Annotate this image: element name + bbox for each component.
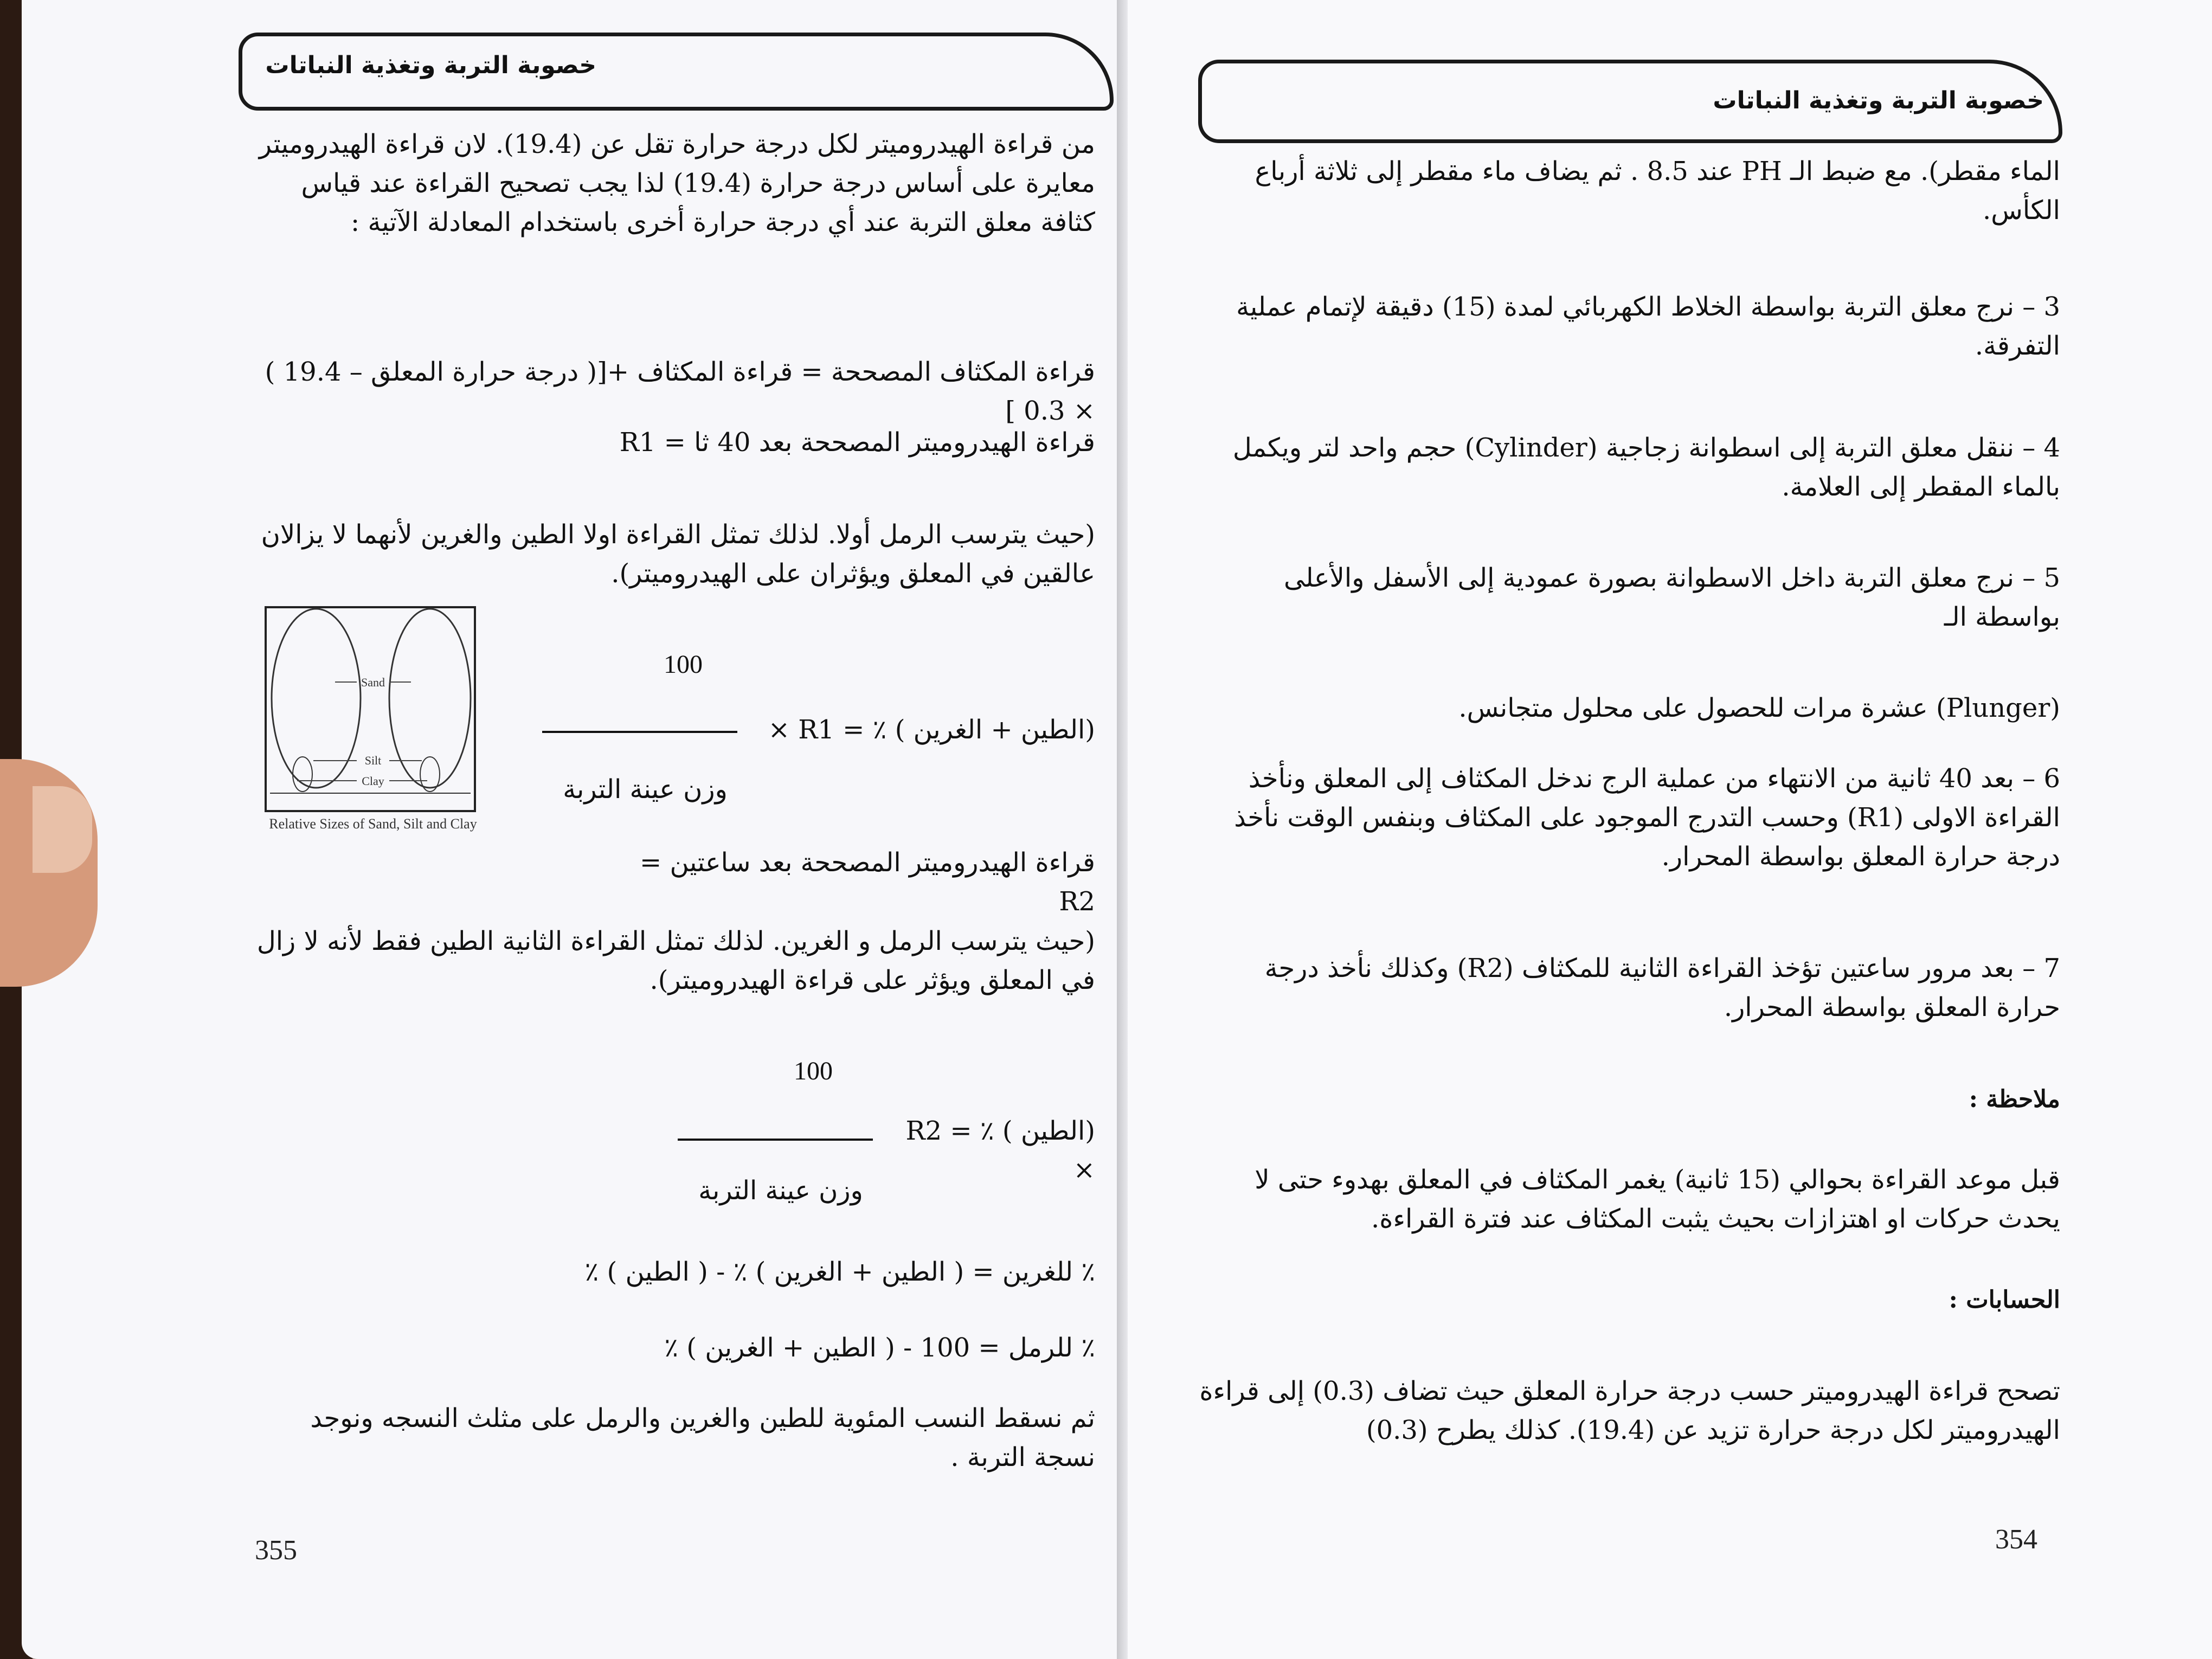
formula-2-lhs: (الطين ) ٪ = R2 × — [905, 1116, 1095, 1185]
left-paragraph-3: (حيث يترسب الرمل و الغرين. لذلك تمثل القراءة الثانية الطين فقط لأنه لا زال في المعلق ويؤثر على قراءة الهيدروميتر). — [256, 926, 1095, 995]
formula-1-fraction-line — [542, 731, 737, 733]
right-step-7: 7 – بعد مرور ساعتين تؤخذ القراءة الثانية للمكثاف (R2) وكذلك نأخذ درجة حرارة المعلق بواسطة المحرار. — [1264, 953, 2060, 1023]
formula-1-lhs: (الطين + الغرين ) ٪ = R1 × — [768, 715, 1095, 745]
calculations-title: الحسابات : — [1949, 1286, 2060, 1314]
left-page-number: 355 — [255, 1535, 297, 1566]
left-paragraph-2: (حيث يترسب الرمل أولا. لذلك تمثل القراءة اولا الطين والغرين لأنهما لا يزالان عالقين في المعلق ويؤثران على الهيدروميتر). — [261, 519, 1095, 589]
right-step-6: 6 – بعد 40 ثانية من الانتهاء من عملية الرج ندخل المكثاف إلى المعلق ونأخذ القراءة الاولى (R1) وحسب التدرج الموجود على المكثاف وبنفس الوقت نأخذ درجة حرارة المعلق بواسطة المحرار. — [1234, 763, 2060, 872]
silt-particle-right — [420, 757, 440, 792]
diagram-caption: Relative Sizes of Sand, Silt and Clay — [269, 816, 477, 832]
formula-2-numerator: 100 — [794, 1057, 833, 1085]
left-paragraph-1: من قراءة الهيدروميتر لكل درجة حرارة تقل عن (19.4). لان قراءة الهيدروميتر معايرة على أساس درجة حرارة (19.4) لذا يجب تصحيح القراءة عند قياس كثافة معلق التربة عند أي درجة حرارة أخرى باستخدام المعادلة الآتية : — [259, 129, 1095, 237]
left-equation-sand: ٪ للرمل = 100 - ( الطين + الغرين ) ٪ — [664, 1333, 1095, 1363]
left-equation-silt: ٪ للغرين = ( الطين + الغرين ) ٪ - ( الطين ) ٪ — [584, 1257, 1095, 1287]
silt-label: Silt — [364, 754, 382, 767]
left-page-header-title: خصوبة التربة وتغذية النباتات — [265, 52, 596, 79]
clay-label: Clay — [362, 774, 384, 788]
formula-1-denominator: وزن عينة التربة — [563, 774, 728, 805]
note-text: قبل موعد القراءة بحوالي (15 ثانية) يغمر المكثاف في المعلق بهدوء حتى لا يحدث حركات او اهتزازات بحيث يثبت المكثاف عند فترة القراءة. — [1255, 1165, 2060, 1234]
right-page-header-title: خصوبة التربة وتغذية النباتات — [1713, 87, 2044, 114]
right-page-number: 354 — [1995, 1524, 2037, 1555]
thumb-nail — [33, 786, 92, 873]
right-page — [1128, 0, 2212, 1659]
particle-size-diagram — [265, 606, 476, 812]
formula-2-denominator: وزن عينة التربة — [698, 1175, 863, 1206]
left-paragraph-4: ثم نسقط النسب المئوية للطين والغرين والرمل على مثلث النسجه ونوجد نسجة التربة . — [310, 1403, 1095, 1472]
right-step-5: 5 – نرج معلق التربة داخل الاسطوانة بصورة عمودية إلى الأسفل والأعلى بواسطة الـ — [1283, 563, 2060, 632]
right-step-3: 3 – نرج معلق التربة بواسطة الخلاط الكهربائي لمدة (15) دقيقة لإتمام عملية التفرقة. — [1236, 292, 2060, 361]
silt-particle-left — [293, 757, 312, 792]
right-step-4: 4 – ننقل معلق التربة إلى اسطوانة زجاجية (Cylinder) حجم واحد لتر ويكمل بالماء المقطر إلى العلامة. — [1232, 433, 2060, 502]
formula-1-numerator: 100 — [664, 650, 703, 679]
left-equation-r2: قراءة الهيدروميتر المصححة بعد ساعتين = R2 — [639, 847, 1095, 917]
left-equation-corrected-reading: قراءة المكثاف المصححة = قراءة المكثاف +[( درجة حرارة المعلق – 19.4 ) × 0.3 ] — [265, 357, 1095, 426]
left-equation-r1: قراءة الهيدروميتر المصححة بعد 40 ثا = R1 — [619, 427, 1095, 458]
left-page — [22, 0, 1128, 1659]
right-paragraph-1: الماء مقطر). مع ضبط الـ PH عند 8.5 . ثم يضاف ماء مقطر إلى ثلاثة أرباع الكأس. — [1255, 156, 2060, 226]
formula-2-fraction-line — [678, 1139, 873, 1141]
note-title: ملاحظة : — [1969, 1085, 2060, 1113]
calculations-text: تصحح قراءة الهيدروميتر حسب درجة حرارة المعلق حيث تضاف (0.3) إلى قراءة الهيدروميتر لكل درجة حرارة تزيد عن (19.4). كذلك يطرح (0.3) — [1199, 1376, 2060, 1445]
sand-label: Sand — [361, 676, 385, 689]
right-step-5-continued: (Plunger) عشرة مرات للحصول على محلول متجانس. — [1458, 693, 2060, 723]
